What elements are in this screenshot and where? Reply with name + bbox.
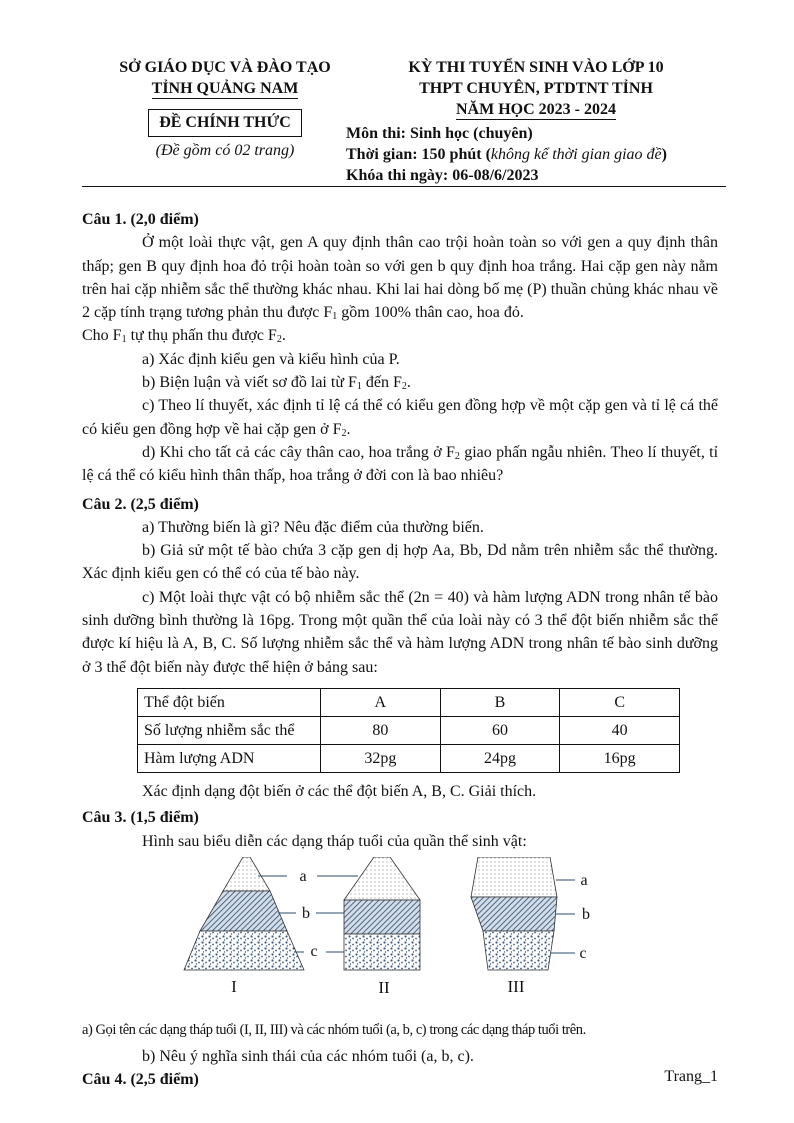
- label-a: a: [580, 871, 588, 889]
- question-3a: a) Gọi tên các dạng tháp tuổi (I, II, III) và các nhóm tuổi (a, b, c) trong các dạng tháp tuổi trên.: [82, 1021, 586, 1038]
- label-a: a: [299, 867, 307, 885]
- question-1-title: Câu 1. (2,0 điểm): [82, 211, 199, 228]
- table-row: [138, 744, 680, 772]
- exam-date: Khóa thi ngày: 06-08/6/2023: [346, 167, 539, 184]
- table-cell: Thể đột biến: [138, 688, 321, 716]
- question-2c: c) Một loài thực vật có bộ nhiễm sắc thể (2n = 40) và hàm lượng ADN trong nhân tế bào sinh dưỡng bình thường là 16pg. Trong một quần thể của loài này có 3 thể đột biến nhiễm sắc thể được kí hiệu là A, B, C. Số lượng nhiễm sắc thể và hàm lượng ADN trong nhân tế bào sinh dưỡng ở 3 thể đột biến này được thể hiện ở bảng sau:: [82, 588, 718, 676]
- label-c: c: [579, 944, 587, 962]
- age-pyramid-diagram: [82, 857, 718, 1011]
- question-2b: b) Giả sử một tế bào chứa 3 cặp gen dị hợp Aa, Bb, Dd nằm trên nhiễm sắc thể thường. Xác định kiểu gen có thể có của tế bào này.: [82, 542, 718, 583]
- header-divider: [82, 186, 726, 187]
- table-cell: 80: [321, 716, 441, 744]
- pyramid-II: [344, 857, 420, 970]
- question-1c: c) Theo lí thuyết, xác định tỉ lệ cá thể có kiểu gen đồng hợp về một cặp gen và tỉ lệ cá thể có kiểu gen đồng hợp về hai cặp gen ở $F_2$.: [82, 397, 718, 439]
- time-line: Thời gian: 150 phút (không kể thời gian giao đề): [346, 146, 667, 163]
- question-2c-ask: Xác định dạng đột biến ở các thể đột biến A, B, C. Giải thích.: [142, 782, 537, 800]
- school-year: NĂM HỌC 2023 - 2024: [456, 101, 616, 118]
- page-number: Trang_1: [664, 1068, 718, 1085]
- question-1-text-2: Cho $F_1$ tự thụ phấn thu được $F_2$.: [82, 327, 286, 346]
- table-cell: 32pg: [321, 744, 441, 772]
- label-b: b: [302, 904, 310, 922]
- question-2-title: Câu 2. (2,5 điểm): [82, 495, 199, 513]
- header-right: [346, 57, 726, 186]
- table-cell: 24pg: [440, 744, 560, 772]
- table-cell: B: [440, 688, 560, 716]
- question-3b: b) Nêu ý nghĩa sinh thái của các nhóm tuổi (a, b, c).: [142, 1048, 474, 1066]
- label-c: c: [310, 942, 318, 960]
- page-count-note: (Đề gồm có 02 trang): [155, 142, 295, 159]
- question-2a: a) Thường biến là gì? Nêu đặc điểm của thường biến.: [142, 518, 484, 536]
- question-1b: b) Biện luận và viết sơ đồ lai từ $F_1$ đến $F_2$.: [142, 374, 411, 393]
- exam-schools: THPT CHUYÊN, PTDTNT TỈNH: [419, 80, 653, 97]
- question-3-intro: Hình sau biểu diễn các dạng tháp tuổi của quần thể sinh vật:: [142, 832, 527, 850]
- question-3-title: Câu 3. (1,5 điểm): [82, 809, 199, 827]
- pyramid-III: [471, 857, 557, 970]
- question-1d: d) Khi cho tất cả các cây thân cao, hoa trắng ở $F_2$ giao phấn ngẫu nhiên. Theo lí thuyết, tỉ lệ cá thể có kiểu hình thân thấp, hoa trắng ở đời con là bao nhiêu?: [82, 443, 719, 485]
- table-cell: 40: [560, 716, 680, 744]
- official-exam-badge: ĐỀ CHÍNH THỨC: [148, 109, 302, 137]
- question-1-text: Ở một loài thực vật, gen A quy định thân cao trội hoàn toàn so với gen a quy định thân thấp; gen B quy định hoa đỏ trội hoàn toàn so với gen b quy định hoa trắng. Hai cặp gen này nằm trên hai cặp nhiễm sắc thể thường khác nhau. Khi lai hai dòng bố mẹ (P) thuần chủng khác nhau về 2 cặp tính trạng tương phản thu được $F_1$ gồm 100% thân cao, hoa đỏ.: [82, 234, 718, 323]
- mutation-table: [137, 688, 680, 773]
- table-cell: 60: [440, 716, 560, 744]
- label-b: b: [582, 905, 590, 923]
- label-pyramid-III: III: [507, 976, 525, 996]
- department-name: SỞ GIÁO DỤC VÀ ĐÀO TẠO: [119, 59, 331, 76]
- exam-content: [82, 203, 718, 1092]
- age-pyramid-figure: [82, 857, 718, 1011]
- table-row: [138, 716, 680, 744]
- table-cell: A: [321, 688, 441, 716]
- label-pyramid-II: II: [378, 977, 390, 997]
- question-1a: a) Xác định kiểu gen và kiểu hình của P.: [142, 350, 400, 368]
- table-cell: 16pg: [560, 744, 680, 772]
- label-pyramid-I: I: [231, 976, 237, 996]
- exam-title: KỲ THI TUYỂN SINH VÀO LỚP 10: [408, 59, 664, 76]
- table-cell: Số lượng nhiễm sắc thể: [138, 716, 321, 744]
- header-left: [80, 57, 370, 160]
- table-row: [138, 688, 680, 716]
- table-cell: Hàm lượng ADN: [138, 744, 321, 772]
- subject-line: Môn thi: Sinh học (chuyên): [346, 125, 533, 142]
- question-4-title: Câu 4. (2,5 điểm): [82, 1071, 199, 1089]
- table-cell: C: [560, 688, 680, 716]
- province-name: TỈNH QUẢNG NAM: [151, 80, 299, 97]
